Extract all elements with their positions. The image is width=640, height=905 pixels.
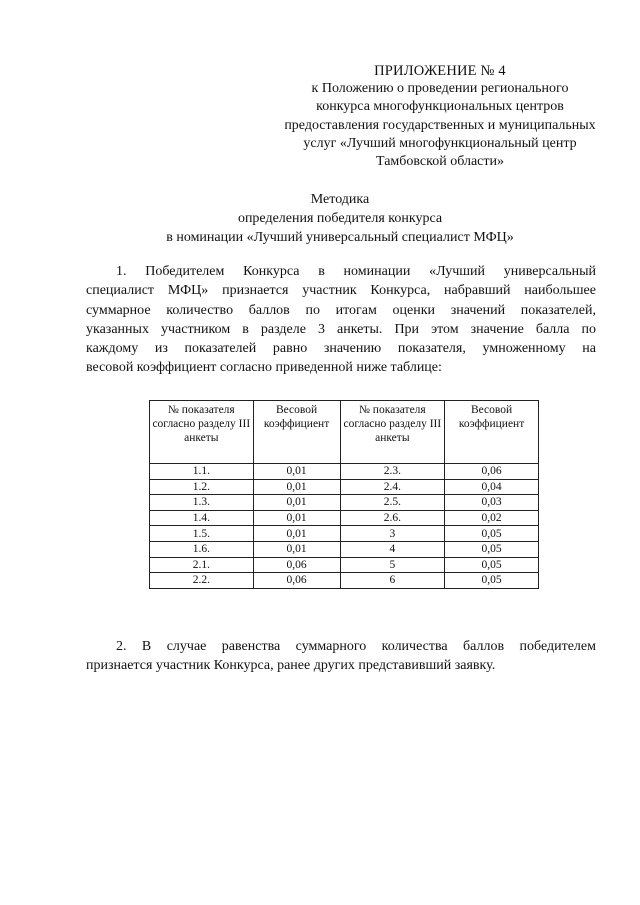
weight-cell: 0,05 xyxy=(445,573,539,589)
paragraph-line: весовой коэффициент согласно приведенной ниже таблице: xyxy=(86,360,442,376)
weight-cell: 0,01 xyxy=(253,541,340,557)
weight-cell: 0,04 xyxy=(445,479,539,495)
indicator-cell: 2.4. xyxy=(340,479,445,495)
appendix-line: услуг «Лучший многофункциональный центр xyxy=(303,135,577,151)
paragraph-line: суммарное количество баллов по итогам оценки значений показателей, xyxy=(86,302,596,318)
table-row xyxy=(150,495,539,511)
indicator-cell: 2.2. xyxy=(150,573,254,589)
paragraph-line: указанных участником в разделе 3 анкеты. При этом значение балла по xyxy=(86,321,596,337)
indicator-cell: 2.3. xyxy=(340,464,445,480)
indicator-cell: 2.6. xyxy=(340,510,445,526)
methodology-title xyxy=(100,190,580,247)
paragraph-line: каждому из показателей равно значению показателя, умноженному на xyxy=(86,341,596,357)
indicator-cell: 3 xyxy=(340,526,445,542)
weight-cell: 0,05 xyxy=(445,557,539,573)
appendix-line: Тамбовской области» xyxy=(375,154,505,170)
table-row xyxy=(150,573,539,589)
table-row xyxy=(150,557,539,573)
paragraph-line: 2. В случае равенства суммарного количества баллов победителем xyxy=(116,639,596,654)
indicator-cell: 6 xyxy=(340,573,445,589)
indicator-cell: 1.5. xyxy=(150,526,254,542)
indicator-cell: 5 xyxy=(340,557,445,573)
appendix-line: конкурса многофункциональных центров xyxy=(316,99,564,115)
weight-cell: 0,06 xyxy=(253,557,340,573)
table-row xyxy=(150,510,539,526)
indicator-cell: 1.6. xyxy=(150,541,254,557)
weight-cell: 0,06 xyxy=(253,573,340,589)
weight-cell: 0,02 xyxy=(445,510,539,526)
weight-cell: 0,01 xyxy=(253,510,340,526)
weight-cell: 0,01 xyxy=(253,479,340,495)
appendix-line: к Положению о проведении регионального xyxy=(311,81,569,97)
indicator-cell: 1.3. xyxy=(150,495,254,511)
paragraph-line: признается участник Конкурса, ранее других представивший заявку. xyxy=(86,658,496,674)
appendix-header xyxy=(262,62,618,171)
appendix-line: предоставления государственных и муниципальных xyxy=(284,117,596,133)
weight-cell: 0,06 xyxy=(445,464,539,480)
header-indicator-number-right: № показателя согласно разделу III анкеты xyxy=(340,401,445,464)
weight-cell: 0,05 xyxy=(445,541,539,557)
weight-cell: 0,05 xyxy=(445,526,539,542)
indicator-cell: 1.1. xyxy=(150,464,254,480)
indicator-cell: 1.2. xyxy=(150,479,254,495)
table-row xyxy=(150,479,539,495)
header-weight-right: Весовой коэффициент xyxy=(445,401,539,464)
table-row xyxy=(150,526,539,542)
indicator-cell: 2.1. xyxy=(150,557,254,573)
indicator-cell: 2.5. xyxy=(340,495,445,511)
indicator-cell: 1.4. xyxy=(150,510,254,526)
methodology-heading: Методика xyxy=(310,192,370,207)
weight-cell: 0,03 xyxy=(445,495,539,511)
weights-table xyxy=(149,400,539,589)
table-row xyxy=(150,541,539,557)
header-weight-left: Весовой коэффициент xyxy=(253,401,340,464)
paragraph-1 xyxy=(86,262,596,378)
paragraph-line: специалист МФЦ» признается участник Конкурса, набравший наибольшее xyxy=(86,283,596,299)
indicator-cell: 4 xyxy=(340,541,445,557)
weight-cell: 0,01 xyxy=(253,495,340,511)
weight-cell: 0,01 xyxy=(253,464,340,480)
methodology-subheading: определения победителя конкурса xyxy=(237,211,443,226)
table-header-row xyxy=(150,401,539,464)
methodology-nomination: в номинации «Лучший универсальный специалист МФЦ» xyxy=(166,230,514,245)
paragraph-line: 1. Победителем Конкурса в номинации «Лучший универсальный xyxy=(116,264,596,279)
weight-cell: 0,01 xyxy=(253,526,340,542)
paragraph-2 xyxy=(86,637,596,676)
header-indicator-number-left: № показателя согласно разделу III анкеты xyxy=(150,401,254,464)
appendix-title: ПРИЛОЖЕНИЕ № 4 xyxy=(374,63,506,79)
table-row xyxy=(150,464,539,480)
